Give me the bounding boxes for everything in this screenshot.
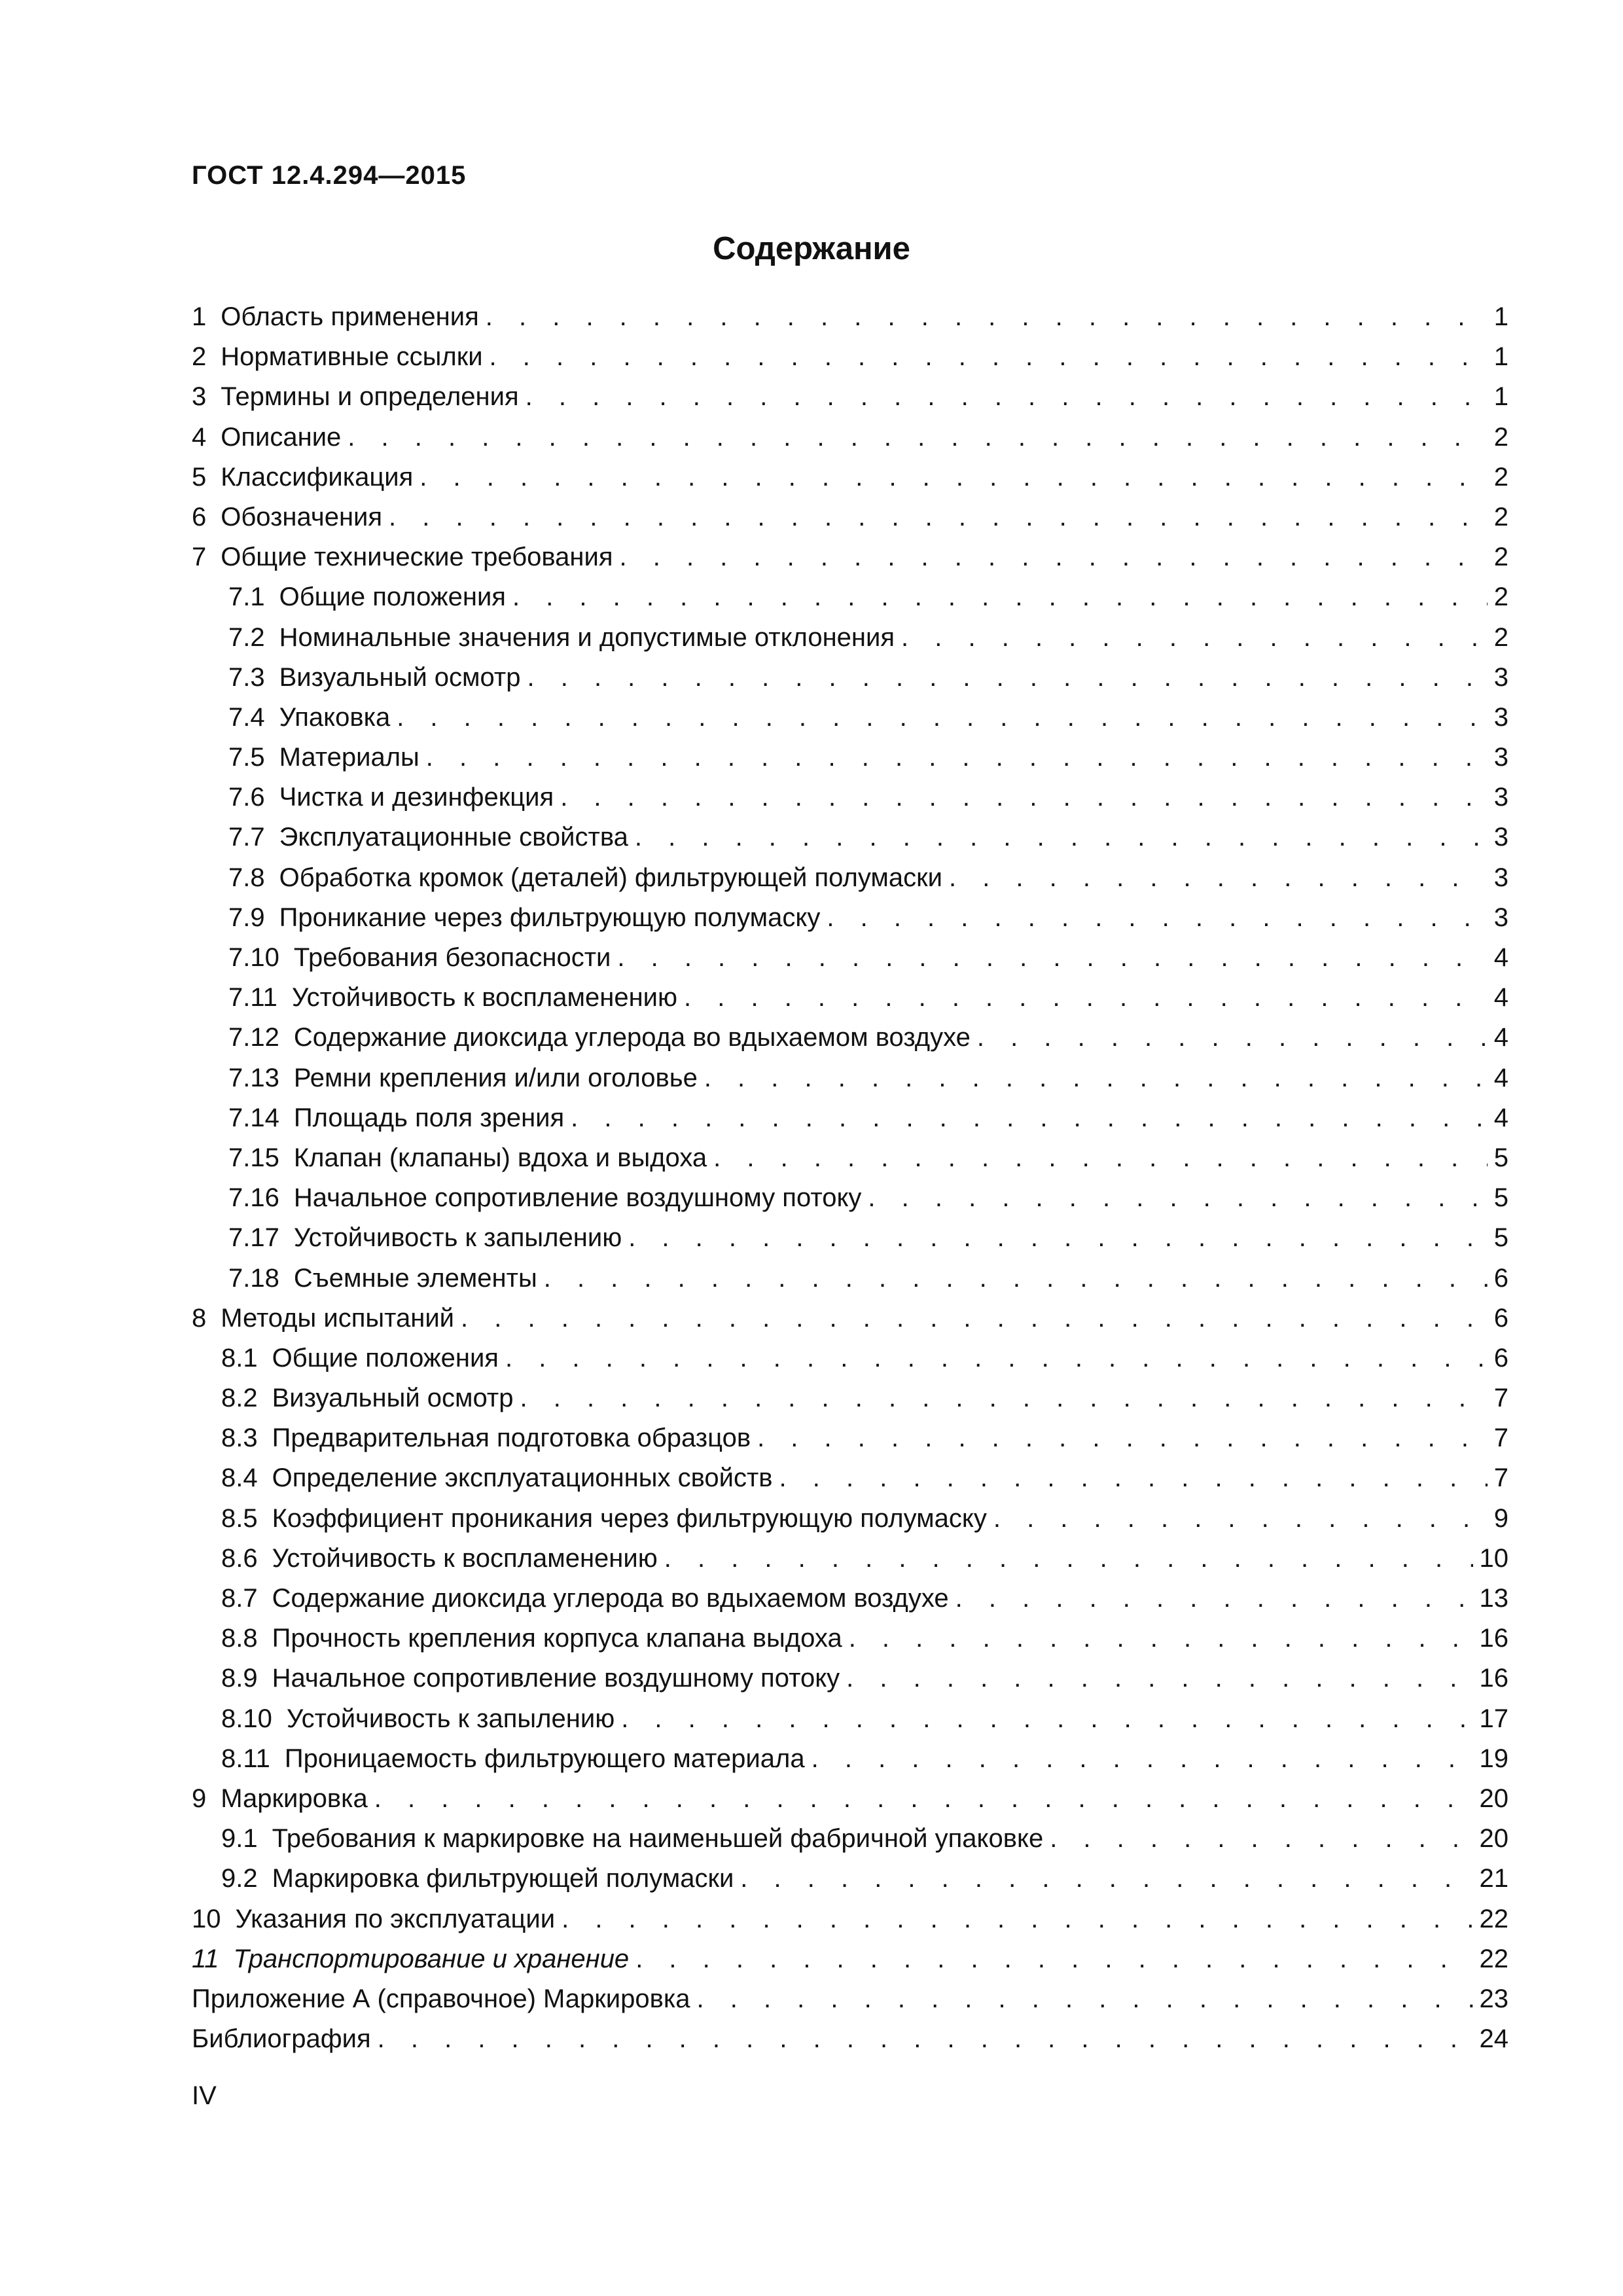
toc-dot-leader (520, 1378, 1487, 1418)
toc-entry[interactable] (192, 1259, 1508, 1299)
toc-entry[interactable] (192, 1018, 1508, 1058)
toc-entry[interactable] (192, 1979, 1508, 2019)
page-title: Содержание (713, 231, 910, 266)
toc-entry[interactable] (192, 1499, 1508, 1539)
toc-dot-leader (505, 1338, 1488, 1378)
toc-entry-title: Указания по эксплуатации (235, 1904, 556, 1933)
toc-dot-leader (378, 2019, 1473, 2059)
toc-entry-page: 5 (1493, 1143, 1508, 1172)
toc-entry-title: Предварительная подготовка образцов (272, 1424, 751, 1453)
toc-entry-title: Чистка и дезинфекция (279, 783, 554, 812)
toc-entry[interactable] (192, 1058, 1508, 1098)
toc-entry[interactable] (192, 898, 1508, 938)
toc-entry-page: 6 (1493, 1343, 1508, 1372)
toc-entry-number: 7.17 (228, 1223, 279, 1253)
toc-entry-number: 7.2 (228, 622, 265, 652)
toc-entry-title: Маркировка фильтрующей полумаски (272, 1864, 734, 1893)
toc-entry[interactable] (192, 577, 1508, 617)
toc-entry[interactable] (192, 2019, 1508, 2059)
toc-entry[interactable] (192, 1098, 1508, 1138)
toc-entry-title: Библиография (192, 2024, 371, 2054)
toc-entry-title: Проникание через фильтрующую полумаску (279, 903, 821, 932)
toc-entry-page: 6 (1493, 1263, 1508, 1293)
toc-dot-leader (571, 1098, 1488, 1138)
toc-dot-leader (684, 978, 1488, 1018)
toc-entry[interactable] (192, 537, 1508, 577)
toc-entry-title: Методы испытаний (221, 1303, 455, 1333)
toc-entry-title: Термины и определения (221, 382, 519, 412)
toc-entry[interactable] (192, 457, 1508, 497)
toc-entry-number: 8 (192, 1303, 207, 1333)
toc-entry-title: Клапан (клапаны) вдоха и выдоха (293, 1143, 707, 1172)
toc-dot-leader (621, 1699, 1472, 1739)
toc-entry-page: 3 (1493, 783, 1508, 812)
toc-entry-page: 4 (1493, 983, 1508, 1013)
toc-entry-number: 7.12 (228, 1023, 279, 1052)
toc-entry-title: Общие положения (272, 1343, 499, 1372)
toc-entry-number: 8.4 (221, 1463, 258, 1493)
toc-entry-title: Начальное сопротивление воздушному потоку (272, 1664, 840, 1693)
toc-dot-leader (868, 1178, 1487, 1218)
toc-dot-leader (635, 1939, 1472, 1979)
toc-dot-leader (1050, 1819, 1472, 1859)
toc-entry[interactable] (192, 938, 1508, 978)
toc-entry-number: 7.9 (228, 903, 265, 932)
toc-entry[interactable] (192, 1699, 1508, 1739)
toc-entry-number: 8.5 (221, 1503, 258, 1533)
toc-entry-number: 6 (192, 502, 207, 531)
toc-dot-leader (713, 1138, 1488, 1178)
toc-entry-title: Прочность крепления корпуса клапана выдоха (272, 1624, 842, 1653)
toc-entry-page: 4 (1493, 1023, 1508, 1052)
toc-entry-page: 24 (1479, 2024, 1508, 2054)
toc-entry-page: 3 (1493, 702, 1508, 732)
toc-entry-title: Устойчивость к запылению (286, 1704, 615, 1733)
toc-entry-page: 17 (1479, 1704, 1508, 1733)
toc-entry-page: 2 (1493, 543, 1508, 572)
toc-entry-title: Определение эксплуатационных свойств (272, 1463, 773, 1493)
toc-entry-page: 22 (1479, 1944, 1508, 1973)
toc-dot-leader (461, 1299, 1488, 1338)
toc-dot-leader (779, 1458, 1488, 1498)
toc-entry-title: Коэффициент проникания через фильтрующую полумаску (272, 1503, 987, 1533)
toc-entry[interactable] (192, 618, 1508, 658)
toc-entry-title: Классификация (221, 462, 414, 492)
toc-entry-page: 1 (1493, 302, 1508, 331)
toc-dot-leader (757, 1418, 1488, 1458)
toc-entry-page: 13 (1479, 1584, 1508, 1613)
page-number: IV (192, 2081, 217, 2110)
toc-entry-page: 3 (1493, 903, 1508, 932)
toc-entry-number: 7.1 (228, 583, 265, 612)
toc-dot-leader (812, 1739, 1473, 1779)
toc-entry-page: 5 (1493, 1183, 1508, 1213)
toc-entry-number: 5 (192, 462, 207, 492)
toc-entry-number: 7.5 (228, 743, 265, 772)
toc-entry[interactable] (192, 1138, 1508, 1178)
toc-entry-number: 7.18 (228, 1263, 279, 1293)
toc-entry-title: Съемные элементы (293, 1263, 537, 1293)
toc-dot-leader (397, 698, 1488, 738)
toc-entry[interactable] (192, 978, 1508, 1018)
toc-entry-page: 7 (1493, 1463, 1508, 1493)
toc-entry-number: 7.16 (228, 1183, 279, 1213)
toc-dot-leader (740, 1859, 1472, 1899)
toc-entry-number: 8.10 (221, 1704, 272, 1733)
toc-entry-page: 20 (1479, 1824, 1508, 1854)
toc-entry-number: 7.14 (228, 1103, 279, 1132)
toc-dot-leader (426, 738, 1488, 778)
toc-entry-title: Начальное сопротивление воздушному потоку (293, 1183, 862, 1213)
toc-dot-leader (993, 1499, 1488, 1539)
toc-entry[interactable] (192, 1579, 1508, 1619)
toc-entry[interactable] (192, 1939, 1508, 1979)
toc-dot-leader (846, 1659, 1472, 1698)
toc-entry-number: 7.10 (228, 943, 279, 972)
toc-entry-page: 4 (1493, 1063, 1508, 1092)
toc-dot-leader (389, 497, 1488, 537)
toc-entry-page: 3 (1493, 662, 1508, 692)
toc-entry-title: Упаковка (279, 702, 391, 732)
toc-entry-page: 22 (1479, 1904, 1508, 1933)
toc-entry-number: 8.11 (221, 1744, 270, 1773)
toc-entry-page: 3 (1493, 863, 1508, 892)
toc-dot-leader (560, 778, 1488, 817)
toc-entry-page: 16 (1479, 1624, 1508, 1653)
toc-entry[interactable] (192, 817, 1508, 857)
toc-entry[interactable] (192, 1659, 1508, 1698)
toc-entry-title: Маркировка (221, 1784, 368, 1813)
toc-dot-leader (617, 938, 1487, 978)
toc-entry-title: Транспортирование и хранение (233, 1944, 630, 1973)
toc-entry-page: 2 (1493, 502, 1508, 531)
toc-entry[interactable] (192, 377, 1508, 417)
toc-entry[interactable] (192, 1418, 1508, 1458)
toc-entry-page: 3 (1493, 743, 1508, 772)
toc-entry-title: Требования к маркировке на наименьшей фабричной упаковке (272, 1824, 1044, 1854)
toc-entry[interactable] (192, 1218, 1508, 1258)
toc-entry[interactable] (192, 778, 1508, 817)
toc-entry-page: 1 (1493, 382, 1508, 412)
toc-entry[interactable] (192, 1539, 1508, 1579)
toc-entry[interactable] (192, 658, 1508, 698)
toc-dot-leader (849, 1619, 1473, 1659)
toc-entry[interactable] (192, 1458, 1508, 1498)
toc-entry[interactable] (192, 1739, 1508, 1779)
toc-dot-leader (419, 457, 1487, 497)
toc-entry-page: 2 (1493, 583, 1508, 612)
toc-entry-title: Устойчивость к запылению (293, 1223, 622, 1253)
toc-entry-number: 9.2 (221, 1864, 258, 1893)
toc-entry[interactable] (192, 1819, 1508, 1859)
toc-entry-title: Нормативные ссылки (221, 342, 483, 372)
toc-entry-page: 3 (1493, 823, 1508, 852)
toc-entry-page: 21 (1479, 1864, 1508, 1893)
toc-entry-number: 9 (192, 1784, 207, 1813)
toc-entry-title: Устойчивость к воспламенению (291, 983, 678, 1013)
toc-entry[interactable] (192, 1619, 1508, 1659)
toc-dot-leader (664, 1539, 1473, 1579)
toc-entry-number: 7.15 (228, 1143, 279, 1172)
toc-entry[interactable] (192, 1779, 1508, 1819)
toc-entry[interactable] (192, 497, 1508, 537)
toc-entry-title: Проницаемость фильтрующего материала (284, 1744, 805, 1773)
toc-dot-leader (827, 898, 1487, 938)
toc-dot-leader (949, 858, 1488, 898)
toc-entry-title: Визуальный осмотр (279, 662, 521, 692)
toc-entry-page: 2 (1493, 622, 1508, 652)
toc-entry-page: 16 (1479, 1664, 1508, 1693)
toc-entry[interactable] (192, 1899, 1508, 1939)
toc-entry-number: 3 (192, 382, 207, 412)
toc-entry[interactable] (192, 1299, 1508, 1338)
toc-entry[interactable] (192, 1378, 1508, 1418)
toc-entry[interactable] (192, 858, 1508, 898)
toc-entry-number: 11 (192, 1944, 219, 1973)
toc-dot-leader (955, 1579, 1473, 1619)
toc-dot-leader (696, 1979, 1472, 2019)
toc-entry-title: Эксплуатационные свойства (279, 823, 628, 852)
toc-dot-leader (977, 1018, 1488, 1058)
toc-entry-number: 7.7 (228, 823, 265, 852)
toc-dot-leader (562, 1899, 1472, 1939)
toc-entry-number: 7.6 (228, 783, 265, 812)
toc-dot-leader (635, 817, 1488, 857)
toc-entry-number: 8.8 (221, 1624, 258, 1653)
toc-entry-number: 8.7 (221, 1584, 258, 1613)
toc-entry-page: 20 (1479, 1784, 1508, 1813)
toc-entry-title: Описание (221, 422, 342, 452)
table-of-contents (192, 297, 1508, 2059)
toc-entry[interactable] (192, 297, 1508, 337)
toc-dot-leader (348, 418, 1487, 457)
toc-entry-number: 8.2 (221, 1384, 258, 1413)
toc-entry-title: Содержание диоксида углерода во вдыхаемом воздухе (293, 1023, 971, 1052)
toc-entry-number: 7 (192, 543, 207, 572)
toc-entry-number: 8.6 (221, 1543, 258, 1573)
toc-entry-title: Область применения (221, 302, 479, 331)
toc-entry[interactable] (192, 1338, 1508, 1378)
toc-entry-number: 8.3 (221, 1424, 258, 1453)
toc-entry-page: 19 (1479, 1744, 1508, 1773)
toc-entry-page: 2 (1493, 462, 1508, 492)
toc-entry-number: 10 (192, 1904, 221, 1933)
toc-dot-leader (544, 1259, 1488, 1299)
toc-entry[interactable] (192, 698, 1508, 738)
toc-entry-title: Общие положения (279, 583, 506, 612)
document-header: ГОСТ 12.4.294—2015 (192, 161, 467, 190)
toc-dot-leader (901, 618, 1488, 658)
toc-entry-page: 5 (1493, 1223, 1508, 1253)
toc-entry-page: 4 (1493, 1103, 1508, 1132)
toc-entry-title: Содержание диоксида углерода во вдыхаемом воздухе (272, 1584, 949, 1613)
toc-entry-title: Площадь поля зрения (293, 1103, 565, 1132)
toc-entry-number: 1 (192, 302, 207, 331)
toc-entry-title: Требования безопасности (293, 943, 611, 972)
toc-entry[interactable] (192, 738, 1508, 778)
toc-entry-number: 8.1 (221, 1343, 258, 1372)
toc-entry-number: 9.1 (221, 1824, 258, 1854)
toc-dot-leader (704, 1058, 1488, 1098)
toc-entry-page: 4 (1493, 943, 1508, 972)
toc-entry-title: Ремни крепления и/или оголовье (293, 1063, 698, 1092)
toc-dot-leader (526, 377, 1488, 417)
toc-entry-title: Визуальный осмотр (272, 1384, 514, 1413)
toc-dot-leader (490, 337, 1488, 377)
toc-dot-leader (512, 577, 1488, 617)
toc-entry-number: 2 (192, 342, 207, 372)
toc-entry[interactable] (192, 418, 1508, 457)
toc-entry-title: Номинальные значения и допустимые отклонения (279, 622, 895, 652)
toc-entry-title: Обработка кромок (деталей) фильтрующей полумаски (279, 863, 942, 892)
toc-entry-page: 1 (1493, 342, 1508, 372)
toc-entry-number: 7.3 (228, 662, 265, 692)
toc-dot-leader (527, 658, 1487, 698)
toc-entry-title: Приложение А (справочное) Маркировка (192, 1984, 690, 2013)
toc-dot-leader (620, 537, 1488, 577)
toc-dot-leader (374, 1779, 1473, 1819)
toc-entry-page: 10 (1479, 1543, 1508, 1573)
toc-entry-page: 7 (1493, 1384, 1508, 1413)
toc-entry-number: 8.9 (221, 1664, 258, 1693)
toc-entry-title: Материалы (279, 743, 419, 772)
toc-entry[interactable] (192, 1178, 1508, 1218)
toc-entry-number: 7.8 (228, 863, 265, 892)
toc-entry-number: 7.4 (228, 702, 265, 732)
toc-entry[interactable] (192, 337, 1508, 377)
toc-entry-number: 7.13 (228, 1063, 279, 1092)
toc-entry-title: Общие технические требования (221, 543, 613, 572)
toc-entry-number: 4 (192, 422, 207, 452)
toc-entry-number: 7.11 (228, 983, 277, 1013)
toc-entry-page: 7 (1493, 1424, 1508, 1453)
toc-entry-page: 9 (1493, 1503, 1508, 1533)
toc-entry-page: 23 (1479, 1984, 1508, 2013)
toc-entry-page: 2 (1493, 422, 1508, 452)
toc-entry-page: 6 (1493, 1303, 1508, 1333)
toc-entry-title: Обозначения (221, 502, 383, 531)
toc-entry[interactable] (192, 1859, 1508, 1899)
toc-dot-leader (486, 297, 1488, 337)
toc-entry-title: Устойчивость к воспламенению (272, 1543, 658, 1573)
toc-dot-leader (628, 1218, 1488, 1258)
